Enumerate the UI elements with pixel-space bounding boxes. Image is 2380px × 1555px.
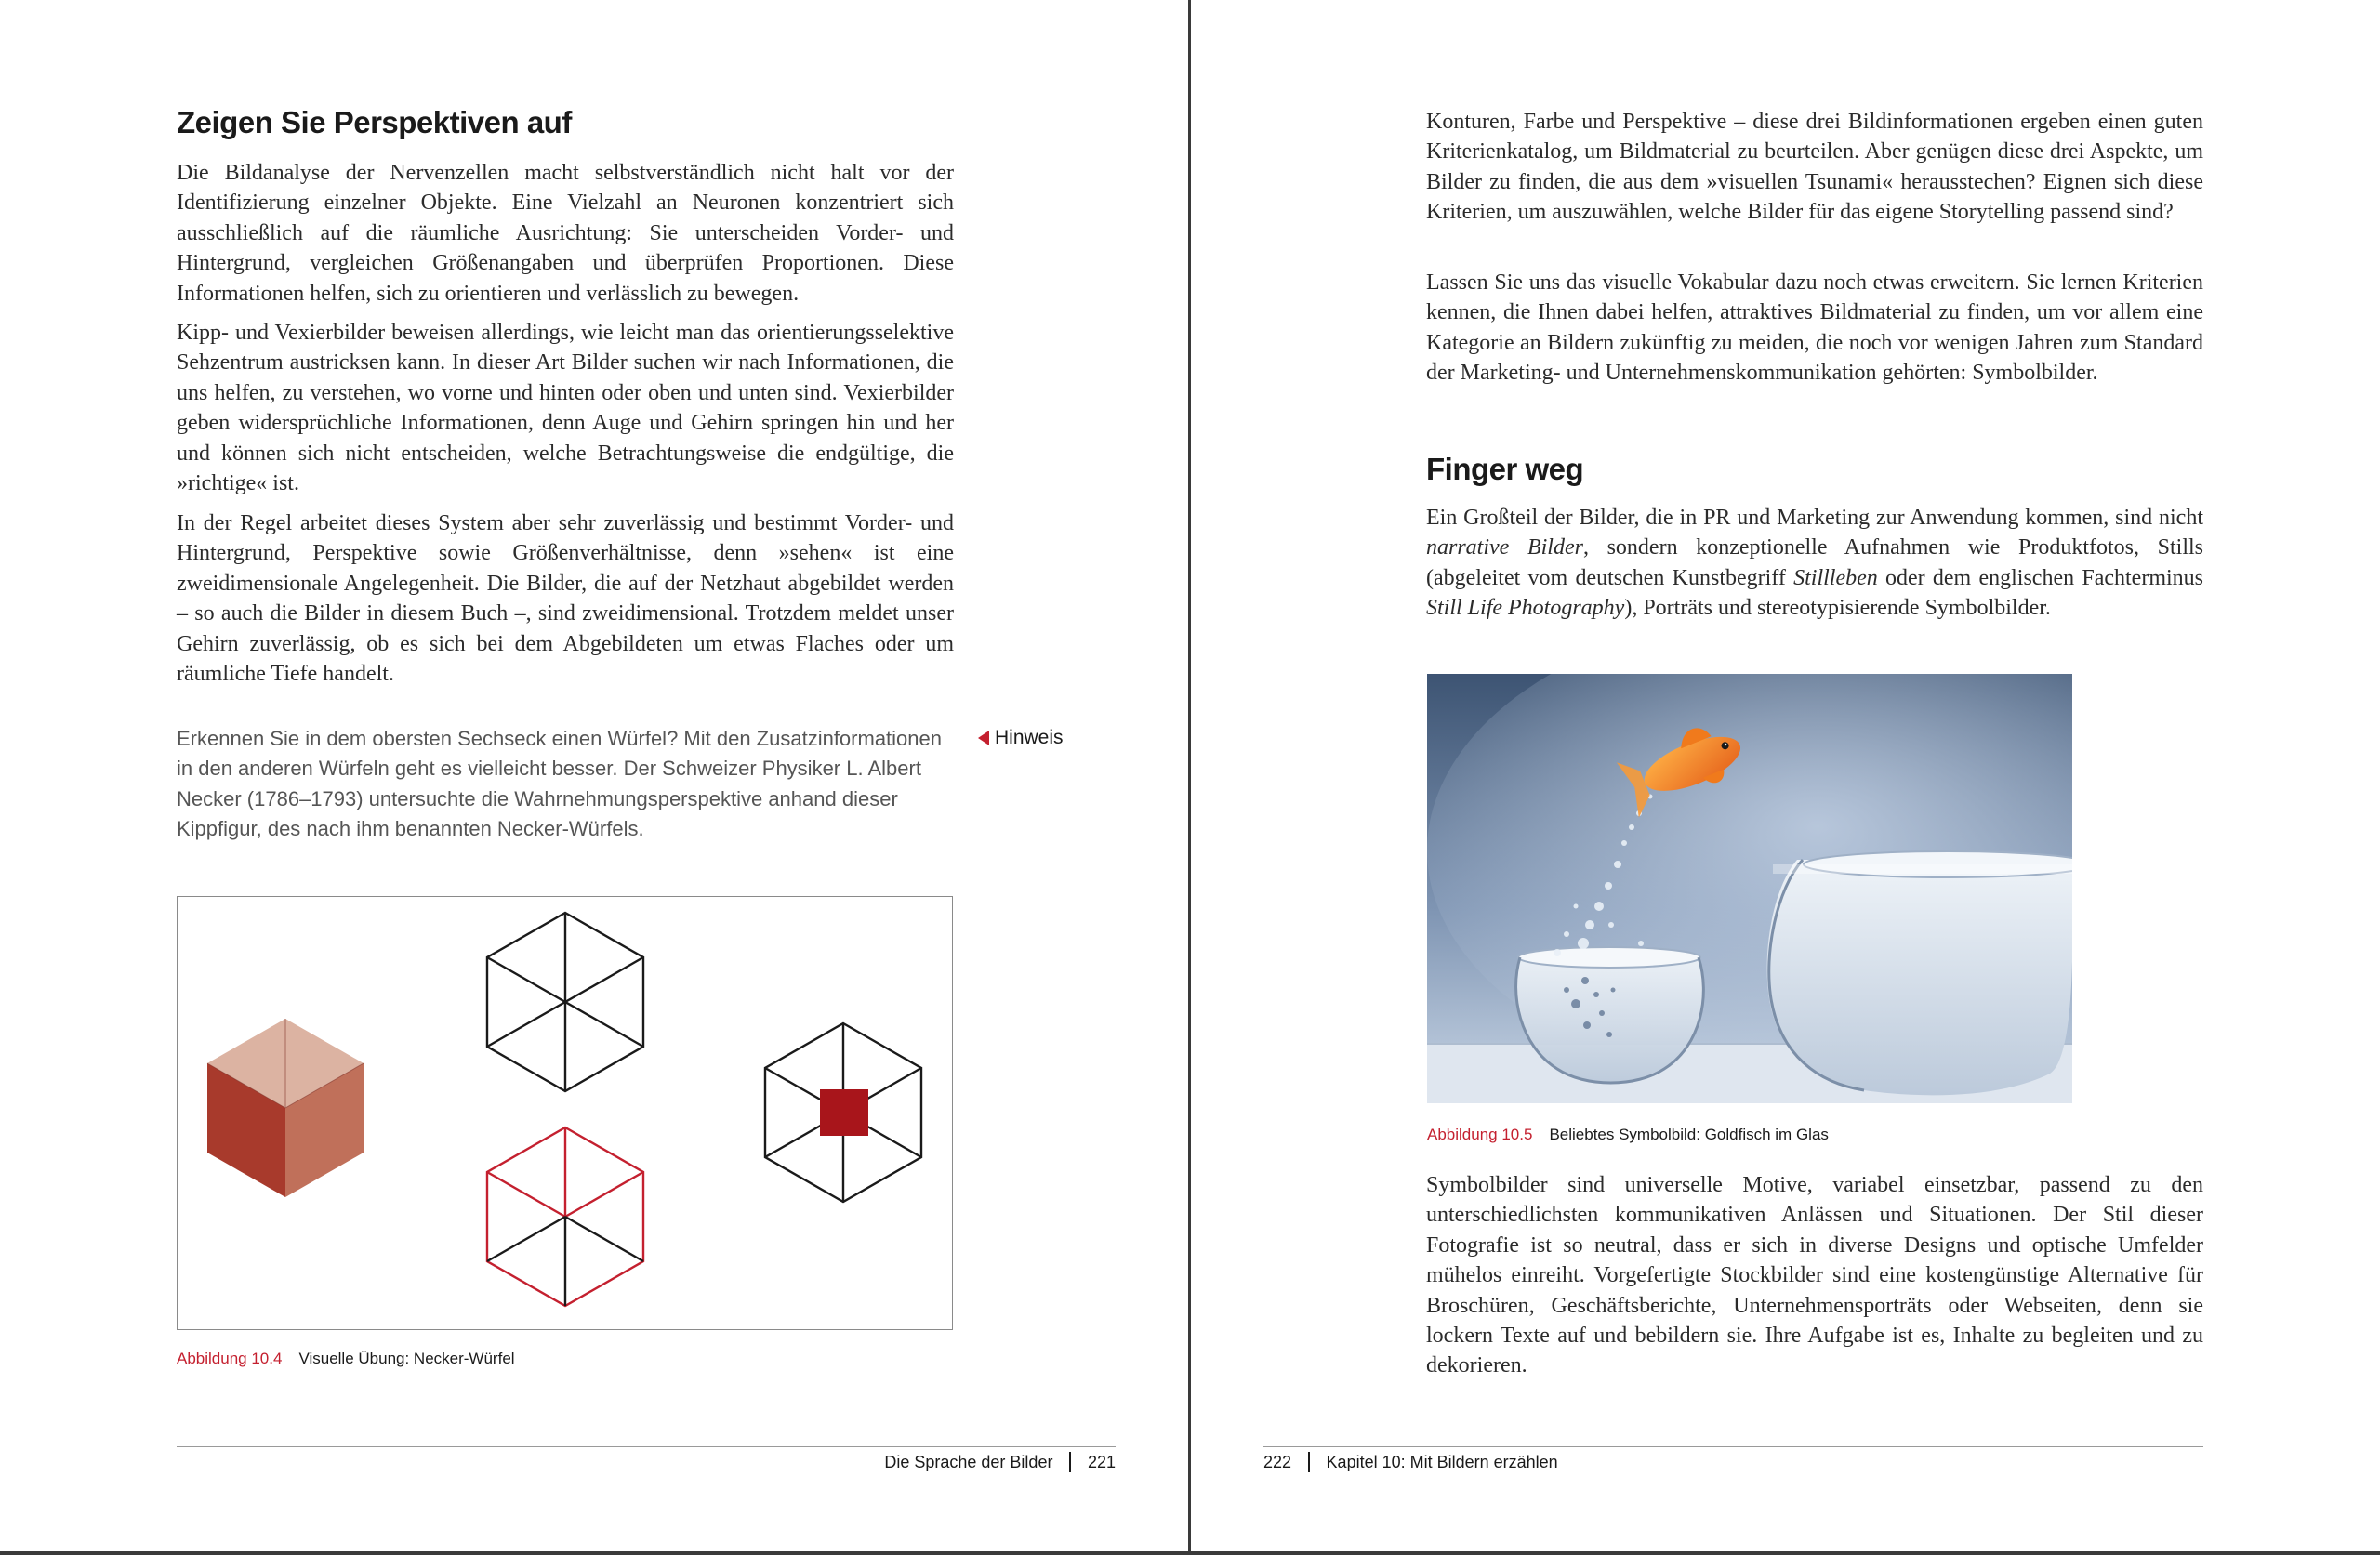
figure-number: Abbildung 10.5 xyxy=(1427,1126,1533,1143)
large-fishbowl xyxy=(1767,851,2072,1095)
emphasis: Still Life Photography xyxy=(1426,596,1625,621)
left-triangle-icon xyxy=(978,731,989,745)
emphasis: narrative Bilder xyxy=(1426,535,1583,560)
outline-cube-square xyxy=(765,1023,921,1202)
shaded-cube xyxy=(207,1019,364,1197)
footer-divider xyxy=(1308,1452,1310,1472)
footer-rule xyxy=(1263,1446,2203,1447)
necker-cube-illustration xyxy=(178,897,952,1329)
right-page xyxy=(1191,0,2380,1555)
body-paragraph: Die Bildanalyse der Nervenzellen macht selbstverständlich nicht halt vor der Identifizierung einzelner Objekte. Eine Vielzahl an Neuronen konzentriert sich ausschließlich auf die räumliche Ausrichtung: Sie unterscheiden Vorder- und Hintergrund, vergleichen Größenangaben und überprüfen Proportionen. Diese Informationen helfen, sich zu orientieren und verlässlich zu bewegen. xyxy=(177,161,954,306)
text-run: oder dem englischen Fachterminus xyxy=(1877,565,2203,590)
body-paragraph: In der Regel arbeitet dieses System aber sehr zuverlässig und bestimmt Vorder- und Hintergrund, Perspektive sowie Größenverhältnisse, denn »sehen« ist eine zweidimensionale Angelegenheit. Die Bilder, die auf der Netzhaut abgebildet werden – so auch die Bilder in diesem Buch –, sind zweidimensional. Trotzdem meldet unser Gehirn zuverlässig, ob es sich bei dem Abgebildeten um etwas Flaches oder um räumliche Tiefe handelt. xyxy=(177,511,954,687)
page-footer xyxy=(1263,1452,1558,1472)
footer-rule xyxy=(177,1446,1116,1447)
page-number: 221 xyxy=(1087,1452,1116,1471)
page-number: 222 xyxy=(1263,1452,1292,1471)
necker-cube-figure xyxy=(177,896,953,1330)
running-title: Die Sprache der Bilder xyxy=(884,1452,1053,1471)
figure-number: Abbildung 10.4 xyxy=(177,1350,283,1367)
footer-divider xyxy=(1069,1452,1071,1472)
outline-cube-top xyxy=(487,913,643,1091)
section-heading: Finger weg xyxy=(1426,452,1584,486)
body-paragraph: Konturen, Farbe und Perspektive – diese drei Bildinformationen ergeben einen guten Kriterienkatalog, um Bildmaterial zu beurteilen. Aber genügen diese drei Aspekte, um Bilder zu finden, die aus dem »visuellen Tsunami« herausstechen? Eignen sich diese Kriterien, um auszuwählen, welche Bilder für das eigene Storytelling passend sind? xyxy=(1426,110,2203,225)
text-run: ), Porträts und stereotypisierende Symbolbilder. xyxy=(1624,596,2051,621)
hint-note: Erkennen Sie in dem obersten Sechseck einen Würfel? Mit den Zusatzinformationen in den anderen Würfeln geht es vielleicht besser. Der Schweizer Physiker L. Albert Necker (1786–1793) untersuchte die Wahrnehmungsperspektive anhand dieser Kippfigur, des nach ihm benannten Necker-Würfels. xyxy=(177,727,942,841)
red-square xyxy=(820,1089,868,1136)
figure-caption xyxy=(177,1350,515,1368)
page-footer xyxy=(884,1452,1116,1472)
figure-caption xyxy=(1427,1126,1829,1144)
section-heading: Zeigen Sie Perspektiven auf xyxy=(177,105,572,139)
running-title: Kapitel 10: Mit Bildern erzählen xyxy=(1326,1452,1558,1471)
left-page xyxy=(0,0,1188,1555)
text-run: Ein Großteil der Bilder, die in PR und Marketing zur Anwendung kommen, sind nicht xyxy=(1426,506,2203,530)
body-paragraph: Symbolbilder sind universelle Motive, variabel einsetzbar, passend zu den unterschiedlichsten kommunikativen Anlässen und Situationen. Der Stil dieser Fotografie ist so neutral, dass er sich in diverse Designs und optische Umfelder mühelos einreiht. Vorgefertigte Stockbilder sind eine kostengünstige Alternative für Broschüren, Geschäftsberichte, Unternehmensporträts oder Webseiten, denn sie lockern Texte auf und bebildern sie. Ihre Aufgabe ist es, Inhalte zu begleiten und zu dekorieren. xyxy=(1426,1173,2203,1378)
page-bottom-edge xyxy=(0,1551,2380,1555)
goldfish-photo xyxy=(1427,674,2072,1103)
margin-hint xyxy=(978,727,1064,749)
body-paragraph: Kipp- und Vexierbilder beweisen allerdings, wie leicht man das orientierungsselektive Sehzentrum austricksen kann. In dieser Art Bilder suchen wir nach Informationen, die uns helfen, zu verstehen, wo vorne und hinten oder oben und unten sind. Vexierbilder geben widersprüchliche Informationen, denn Auge und Gehirn springen hin und her und können sich nicht entscheiden, welche Betrachtungsweise die endgültige, die »richtige« ist. xyxy=(177,321,954,496)
goldfish-illustration xyxy=(1427,674,2072,1103)
figure-caption-text: Visuelle Übung: Necker-Würfel xyxy=(298,1350,515,1367)
text-run: , sondern konzeptionelle Aufnahmen wie Produktfotos, Stills (abgeleitet vom deutschen Kunstbegriff xyxy=(1426,535,2204,590)
margin-hint-label: Hinweis xyxy=(995,727,1064,748)
emphasis: Stillleben xyxy=(1793,565,1878,590)
body-paragraph xyxy=(1426,503,2203,624)
body-paragraph: Lassen Sie uns das visuelle Vokabular dazu noch etwas erweitern. Sie lernen Kriterien kennen, die Ihnen dabei helfen, attraktives Bildmaterial zu finden, um vor allem eine Kategorie an Bildern zukünftig zu meiden, die noch vor wenigen Jahren zum Standard der Marketing- und Unternehmenskommunikation gehörten: Symbolbilder. xyxy=(1426,270,2203,386)
figure-caption-text: Beliebtes Symbolbild: Goldfisch im Glas xyxy=(1549,1126,1829,1143)
outline-cube-red xyxy=(487,1127,643,1306)
